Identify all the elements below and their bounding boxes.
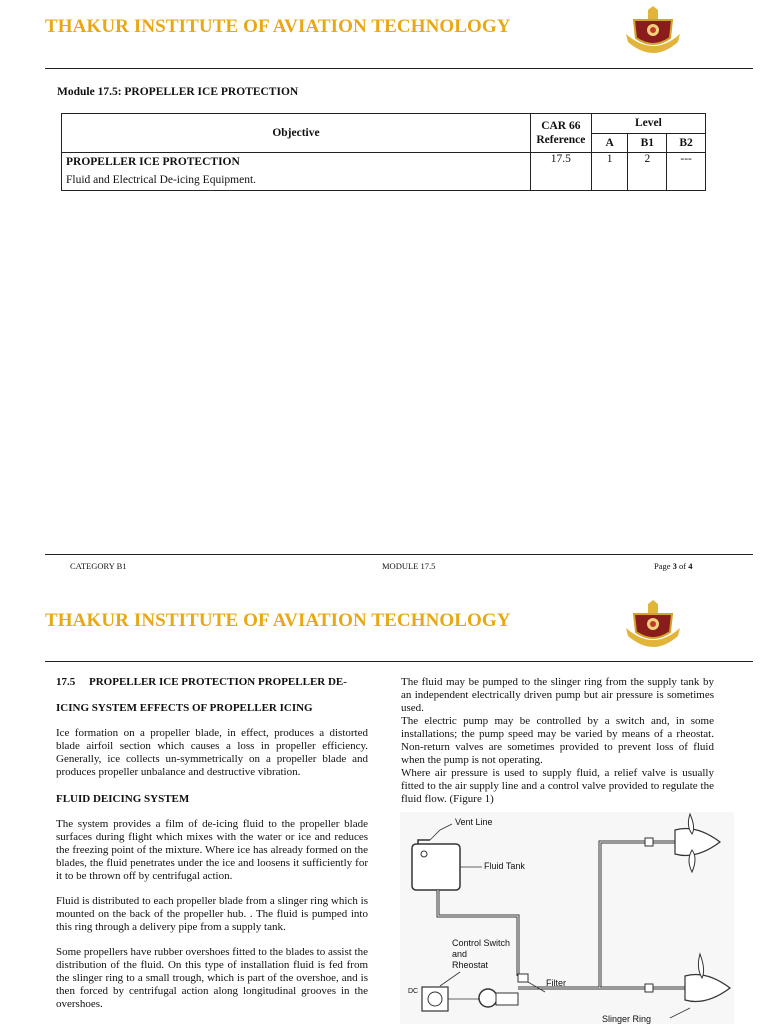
paragraph-overshoes: Some propellers have rubber overshoes fitted to the blades to assist the distribution of the fluid. On this type of installation fluid is fed from the slinger ring to a small trough, which is part of the overshoe, and is then forced by centrifugal action along longitudinal grooves in the overshoes. [56,946,368,1010]
footer-module: MODULE 17.5 [382,561,436,571]
row-title: PROPELLER ICE PROTECTION [66,156,240,168]
dc-label: DC [408,988,419,995]
module-line: Module 17.5: PROPELLER ICE PROTECTION [57,86,299,98]
table-row [62,153,706,191]
filter-label: Filter [546,978,566,988]
level-a-header: A [591,133,628,153]
control-switch-label [452,938,510,971]
institute-title: THAKUR INSTITUTE OF AVIATION TECHNOLOGY [45,16,511,37]
row-level-b1: 2 [628,153,667,191]
right-column [401,676,714,806]
paragraph-fluid-film: The system provides a film of de-icing fluid to the propeller blade surfaces during flight which mixes with the water or ice and reduces the freezing point of the mixture. Where ice has already formed on the blades, the fluid penetrates under the ice and loosens it sufficiently for it to be thrown off by centrifugal action. [56,818,368,882]
objective-table [61,113,706,191]
paragraph-air-pressure: Where air pressure is used to supply fluid, a relief valve is usually fitted to the air supply line and a control valve provided to regulate the fluid flow. (Figure 1) [401,767,714,805]
header-rule [45,68,753,69]
footer-page-number [654,561,693,571]
institute-crest-icon [622,6,684,56]
footer-page-current: 3 [672,561,677,571]
left-column [56,676,368,1011]
section-heading-line1: 17.5 PROPELLER ICE PROTECTION PROPELLER DE- [56,676,347,688]
fluid-deicing-heading: FLUID DEICING SYSTEM [56,793,190,805]
footer-page-of: of [676,561,689,571]
control-switch-line2: and [452,949,468,959]
control-switch-line3: Rheostat [452,960,489,970]
vent-line-label: Vent Line [455,817,493,827]
institute-crest-icon [622,600,684,650]
header-rule-page2 [45,661,753,662]
footer-category: CATEGORY B1 [70,561,127,571]
slinger-ring-label: Slinger Ring [602,1014,652,1024]
car-header-line2: Reference [536,134,586,146]
footer-rule [45,554,753,555]
footer-page-prefix: Page [654,561,673,571]
row-reference: 17.5 [530,153,591,191]
level-b2-header: B2 [667,133,706,153]
paragraph-electric-pump: The electric pump may be controlled by a switch and, in some installations; the pump speed may be varied by means of a rheostat. Non-return valves are sometimes provided to prevent loss of fluid when the pump is not operating. [401,715,714,766]
paragraph-pump-supply: The fluid may be pumped to the slinger ring from the supply tank by an independent electrically driven pump but air pressure is sometimes used. [401,676,714,714]
control-switch-line1: Control Switch [452,938,511,948]
car-reference-header [530,114,591,153]
row-level-a: 1 [591,153,628,191]
institute-title-page2: THAKUR INSTITUTE OF AVIATION TECHNOLOGY [45,610,511,631]
row-description: Fluid and Electrical De-icing Equipment. [66,174,257,186]
paragraph-ice-effects: Ice formation on a propeller blade, in effect, produces a distorted blade airfoil section which causes a loss in propeller efficiency. Generally, ice collects un-symmetrically on a propeller blade and produces propeller unbalance and destructive vibration. [56,727,368,778]
fluid-deicing-diagram [400,812,734,1024]
car-header-line1: CAR 66 [541,120,581,132]
objective-cell [62,153,531,191]
fluid-tank-label: Fluid Tank [484,861,525,871]
footer-page-total: 4 [688,561,693,571]
objective-header: Objective [62,114,531,153]
level-header: Level [591,114,705,134]
row-level-b2: --- [667,153,706,191]
level-b1-header: B1 [628,133,667,153]
paragraph-slinger-ring: Fluid is distributed to each propeller blade from a slinger ring which is mounted on the back of the propeller hub. . The fluid is pumped into this ring through a delivery pipe from a supply tank. [56,895,368,933]
section-heading-line2: ICING SYSTEM EFFECTS OF PROPELLER ICING [56,702,313,714]
